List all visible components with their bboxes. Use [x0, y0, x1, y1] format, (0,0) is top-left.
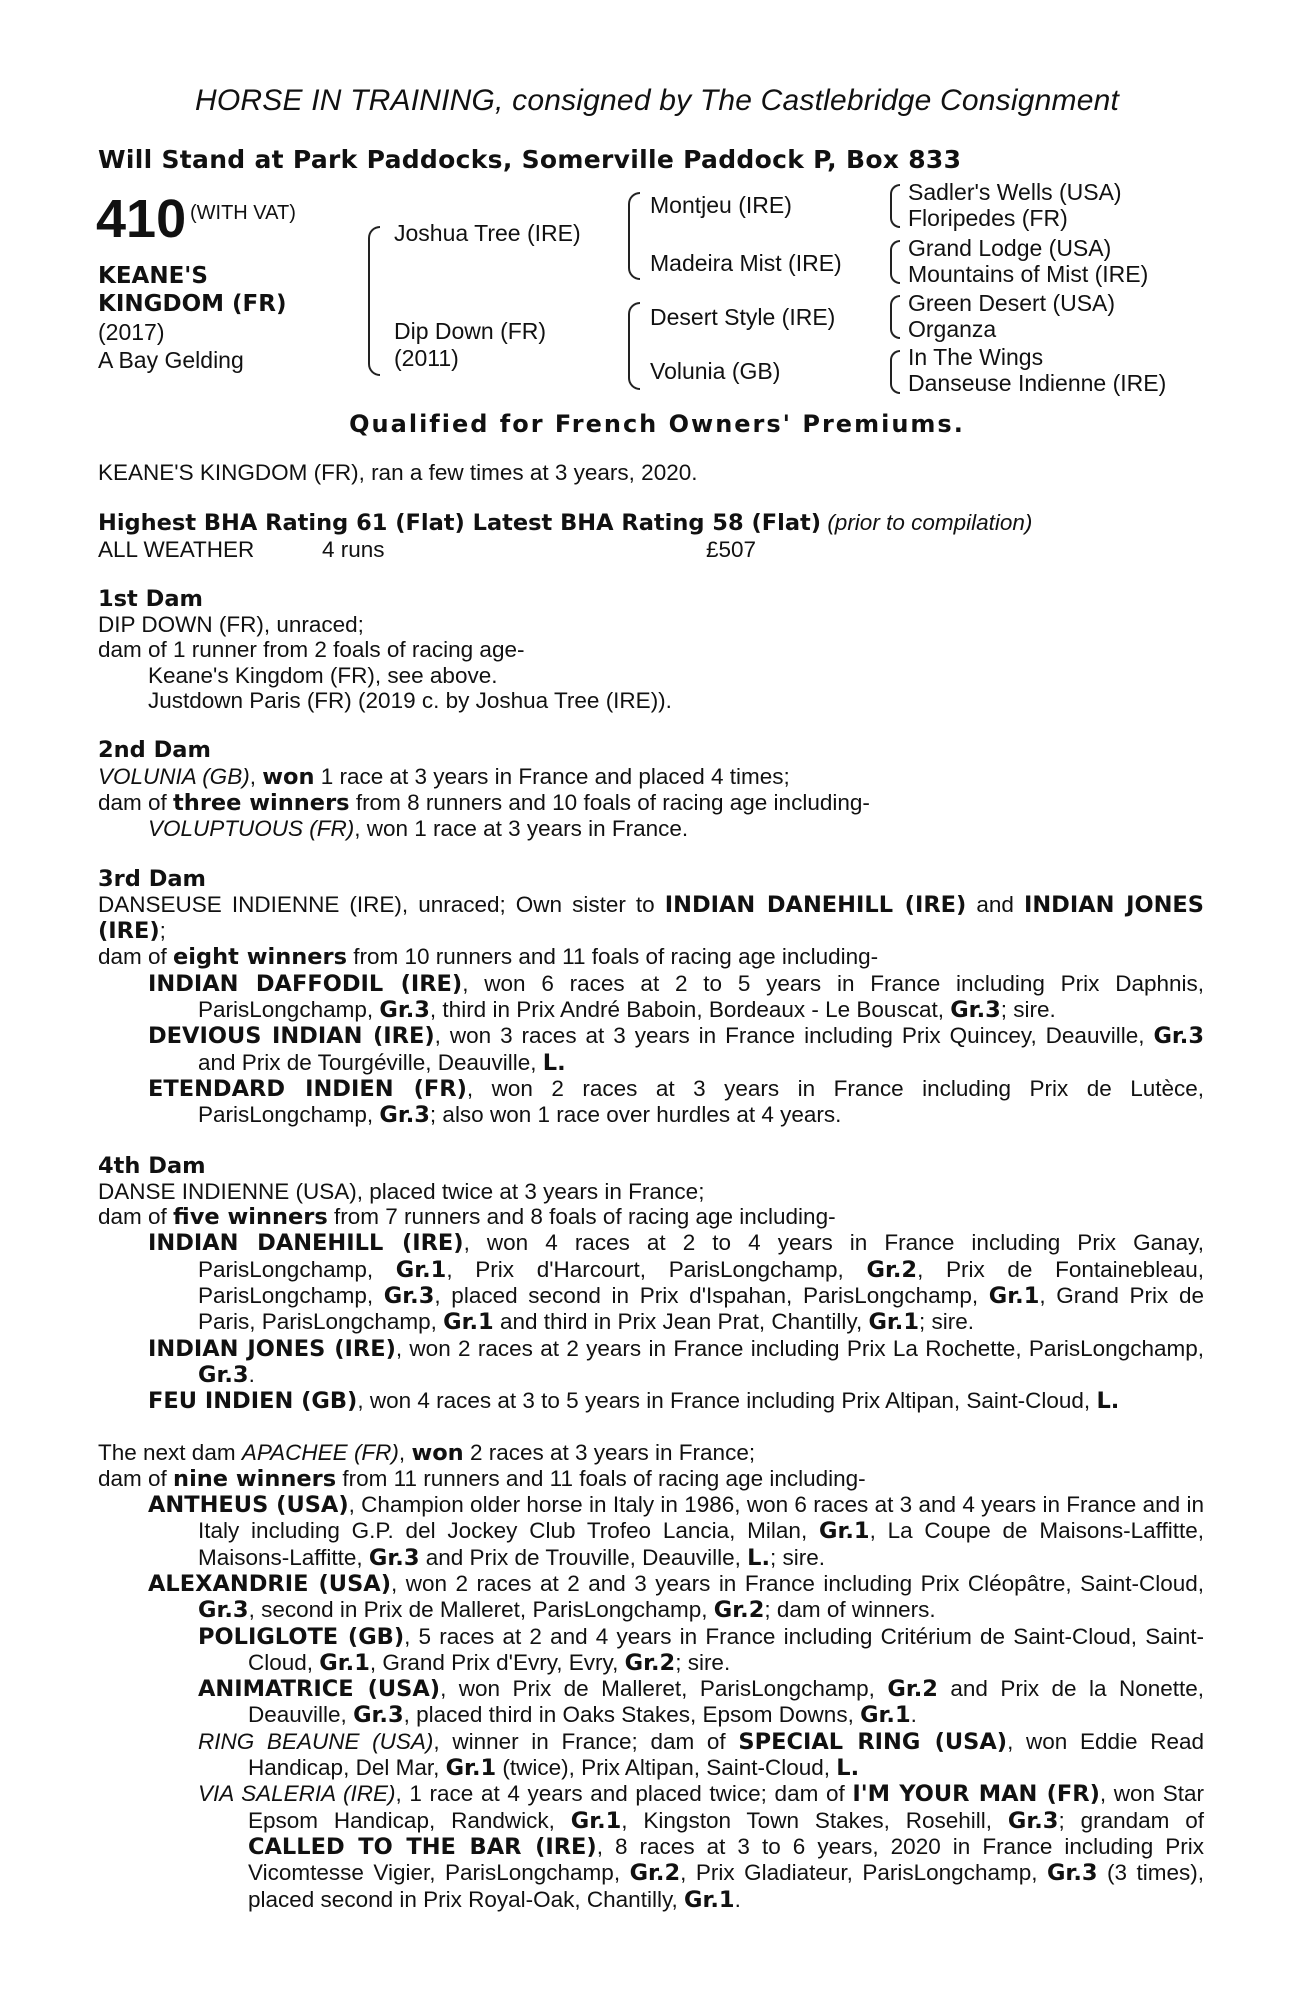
pedigree-dam: Dip Down (FR) [394, 318, 547, 344]
pedigree-ggd-4: Danseuse Indienne (IRE) [908, 370, 1167, 396]
dam3-produce-1: INDIAN DAFFODIL (IRE), won 6 races at 2 to 5 years in France including Prix Daphnis, ParisLongchamp, Gr.3, third in Prix André Baboin, Bordeaux - Le Bouscat, Gr.3; sire. [148, 970, 1204, 1024]
pedigree-bracket-main [368, 226, 380, 376]
dam3-produce-2: DEVIOUS INDIAN (IRE), won 3 races at 3 years in France including Prix Quincey, Deauville, Gr.3 and Prix de Tourgéville, Deauville, L. [148, 1023, 1204, 1076]
horse-description: A Bay Gelding [98, 347, 244, 373]
pedigree-granddam-2: Volunia (GB) [650, 358, 781, 384]
horse-info [98, 262, 287, 374]
surface-record [98, 537, 1204, 562]
pedigree-bracket-g1 [890, 184, 900, 228]
pedigree-sire: Joshua Tree (IRE) [394, 220, 581, 246]
horse-year: (2017) [98, 319, 165, 345]
dam2-line1: VOLUNIA (GB), won 1 race at 3 years in France and placed 4 times; [98, 763, 790, 790]
pedigree-bracket-g3 [890, 295, 900, 339]
premium-qualification: Qualified for French Owners' Premiums. [349, 410, 965, 438]
horse-name-line2: KINGDOM (FR) [98, 291, 287, 317]
race-summary: KEANE'S KINGDOM (FR), ran a few times at 3 years, 2020. [98, 460, 698, 485]
pedigree-ggs-1: Sadler's Wells (USA) [908, 179, 1122, 205]
page-header: HORSE IN TRAINING, consigned by The Castlebridge Consignment [194, 84, 1120, 117]
catalogue-body [98, 460, 1204, 1913]
dam3-line2: dam of eight winners from 10 runners and 11 foals of racing age including- [98, 944, 879, 971]
dam2-heading: 2nd Dam [98, 737, 211, 764]
dam2-line2: dam of three winners from 8 runners and 10 foals of racing age including- [98, 789, 870, 816]
pedigree-ggs-2: Grand Lodge (USA) [908, 235, 1112, 261]
dam4-produce-1: INDIAN DANEHILL (IRE), won 4 races at 2 to 4 years in France including Prix Ganay, ParisLongchamp, Gr.1, Prix d'Harcourt, ParisLongchamp, Gr.2, Prix de Fontainebleau, ParisLongchamp, Gr.3, placed second in Prix d'Ispahan, ParisLongchamp, Gr.1, Grand Prix de Paris, ParisLongchamp, Gr.1 and third in Prix Jean Prat, Chantilly, Gr.1; sire. [148, 1230, 1204, 1336]
dam4-heading: 4th Dam [98, 1152, 206, 1179]
surface: ALL WEATHER [98, 536, 255, 562]
dam3-heading: 3rd Dam [98, 865, 206, 892]
next-dam-grandproduce-3: RING BEAUNE (USA), winner in France; dam of SPECIAL RING (USA), won Eddie Read Handicap, Del Mar, Gr.1 (twice), Prix Altipan, Saint-Cloud, L. [198, 1728, 1204, 1782]
pedigree-granddam-1: Madeira Mist (IRE) [650, 250, 842, 276]
pedigree-dam-year: (2011) [394, 345, 459, 371]
stand-location: Will Stand at Park Paddocks, Somerville Paddock P, Box 833 [98, 145, 962, 174]
dam4-line1: DANSE INDIENNE (USA), placed twice at 3 years in France; [98, 1178, 705, 1204]
dam4-line2: dam of five winners from 7 runners and 8 foals of racing age including- [98, 1204, 836, 1231]
pedigree-bracket-g4 [890, 350, 900, 394]
dam1-heading: 1st Dam [98, 585, 203, 612]
lot-number: 410 [96, 189, 187, 249]
dam1-line1: DIP DOWN (FR), unraced; [98, 612, 364, 638]
dam4-produce-2: INDIAN JONES (IRE), won 2 races at 2 years in France including Prix La Rochette, ParisLongchamp, Gr.3. [148, 1335, 1204, 1388]
dam3-produce-3: ETENDARD INDIEN (FR), won 2 races at 3 years in France including Prix de Lutèce, ParisLongchamp, Gr.3; also won 1 race over hurdles at 4 years. [148, 1075, 1205, 1129]
pedigree-ggs-4: In The Wings [908, 344, 1044, 370]
earnings: £507 [706, 536, 757, 562]
runs: 4 runs [322, 536, 385, 562]
dam1-produce-2: Justdown Paris (FR) (2019 c. by Joshua Tree (IRE)). [148, 688, 672, 714]
next-dam-line2: dam of nine winners from 11 runners and 11 foals of racing age including- [98, 1465, 866, 1492]
dam1-produce-1: Keane's Kingdom (FR), see above. [148, 662, 498, 688]
next-dam-produce-2: ALEXANDRIE (USA), won 2 races at 2 and 3 years in France including Prix Cléopâtre, Saint-Cloud, Gr.3, second in Prix de Malleret, ParisLongchamp, Gr.2; dam of winners. [148, 1570, 1204, 1624]
pedigree-bracket-sire [628, 192, 640, 280]
next-dam-line1: The next dam APACHEE (FR), won 2 races at 3 years in France; [98, 1439, 756, 1466]
dam1-line2: dam of 1 runner from 2 foals of racing age- [98, 637, 525, 663]
rating-line: Highest BHA Rating 61 (Flat) Latest BHA Rating 58 (Flat) (prior to compilation) [98, 510, 1033, 537]
dam3-line1: DANSEUSE INDIENNE (IRE), unraced; Own sister to INDIAN DANEHILL (IRE) and INDIAN JONES (IRE); [98, 891, 1205, 945]
dam2-produce-1: VOLUPTUOUS (FR), won 1 race at 3 years in France. [148, 816, 689, 842]
pedigree-ggd-1: Floripedes (FR) [908, 205, 1068, 231]
pedigree-grandsire-1: Montjeu (IRE) [650, 192, 792, 218]
pedigree-bracket-dam [628, 302, 640, 390]
next-dam-grandproduce-4: VIA SALERIA (IRE), 1 race at 4 years and placed twice; dam of I'M YOUR MAN (FR), won Star Epsom Handicap, Randwick, Gr.1, Kingston Town Stakes, Rosehill, Gr.3; grandam of CALLED TO THE BAR (IRE), 8 races at 3 to 6 years, 2020 in France including Prix Vicomtesse Vigier, ParisLongchamp, Gr.2, Prix Gladiateur, ParisLongchamp, Gr.3 (3 times), placed second in Prix Royal-Oak, Chantilly, Gr.1. [198, 1781, 1205, 1913]
vat-label: (WITH VAT) [190, 202, 296, 224]
pedigree-ggs-3: Green Desert (USA) [908, 290, 1116, 316]
pedigree-grandsire-2: Desert Style (IRE) [650, 304, 836, 330]
pedigree-ggd-2: Mountains of Mist (IRE) [908, 261, 1149, 287]
next-dam-produce-1: ANTHEUS (USA), Champion older horse in Italy in 1986, won 6 races at 3 and 4 years in France and in Italy including G.P. del Jockey Club Trofeo Lancia, Milan, Gr.1, La Coupe de Maisons-Laffitte, Maisons-Laffitte, Gr.3 and Prix de Trouville, Deauville, L.; sire. [148, 1492, 1204, 1571]
next-dam-grandproduce-2: ANIMATRICE (USA), won Prix de Malleret, ParisLongchamp, Gr.2 and Prix de la Nonette, Deauville, Gr.3, placed third in Oaks Stakes, Epsom Downs, Gr.1. [198, 1676, 1205, 1729]
pedigree-bracket-g2 [890, 240, 900, 284]
dam4-produce-3: FEU INDIEN (GB), won 4 races at 3 to 5 years in France including Prix Altipan, Saint-Cloud, L. [148, 1388, 1120, 1415]
horse-name-line1: KEANE'S [98, 263, 208, 289]
pedigree-ggd-3: Organza [908, 316, 997, 342]
next-dam-grandproduce-1: POLIGLOTE (GB), 5 races at 2 and 4 years in France including Critérium de Saint-Cloud, Saint-Cloud, Gr.1, Grand Prix d'Evry, Evry, Gr.2; sire. [198, 1623, 1204, 1676]
